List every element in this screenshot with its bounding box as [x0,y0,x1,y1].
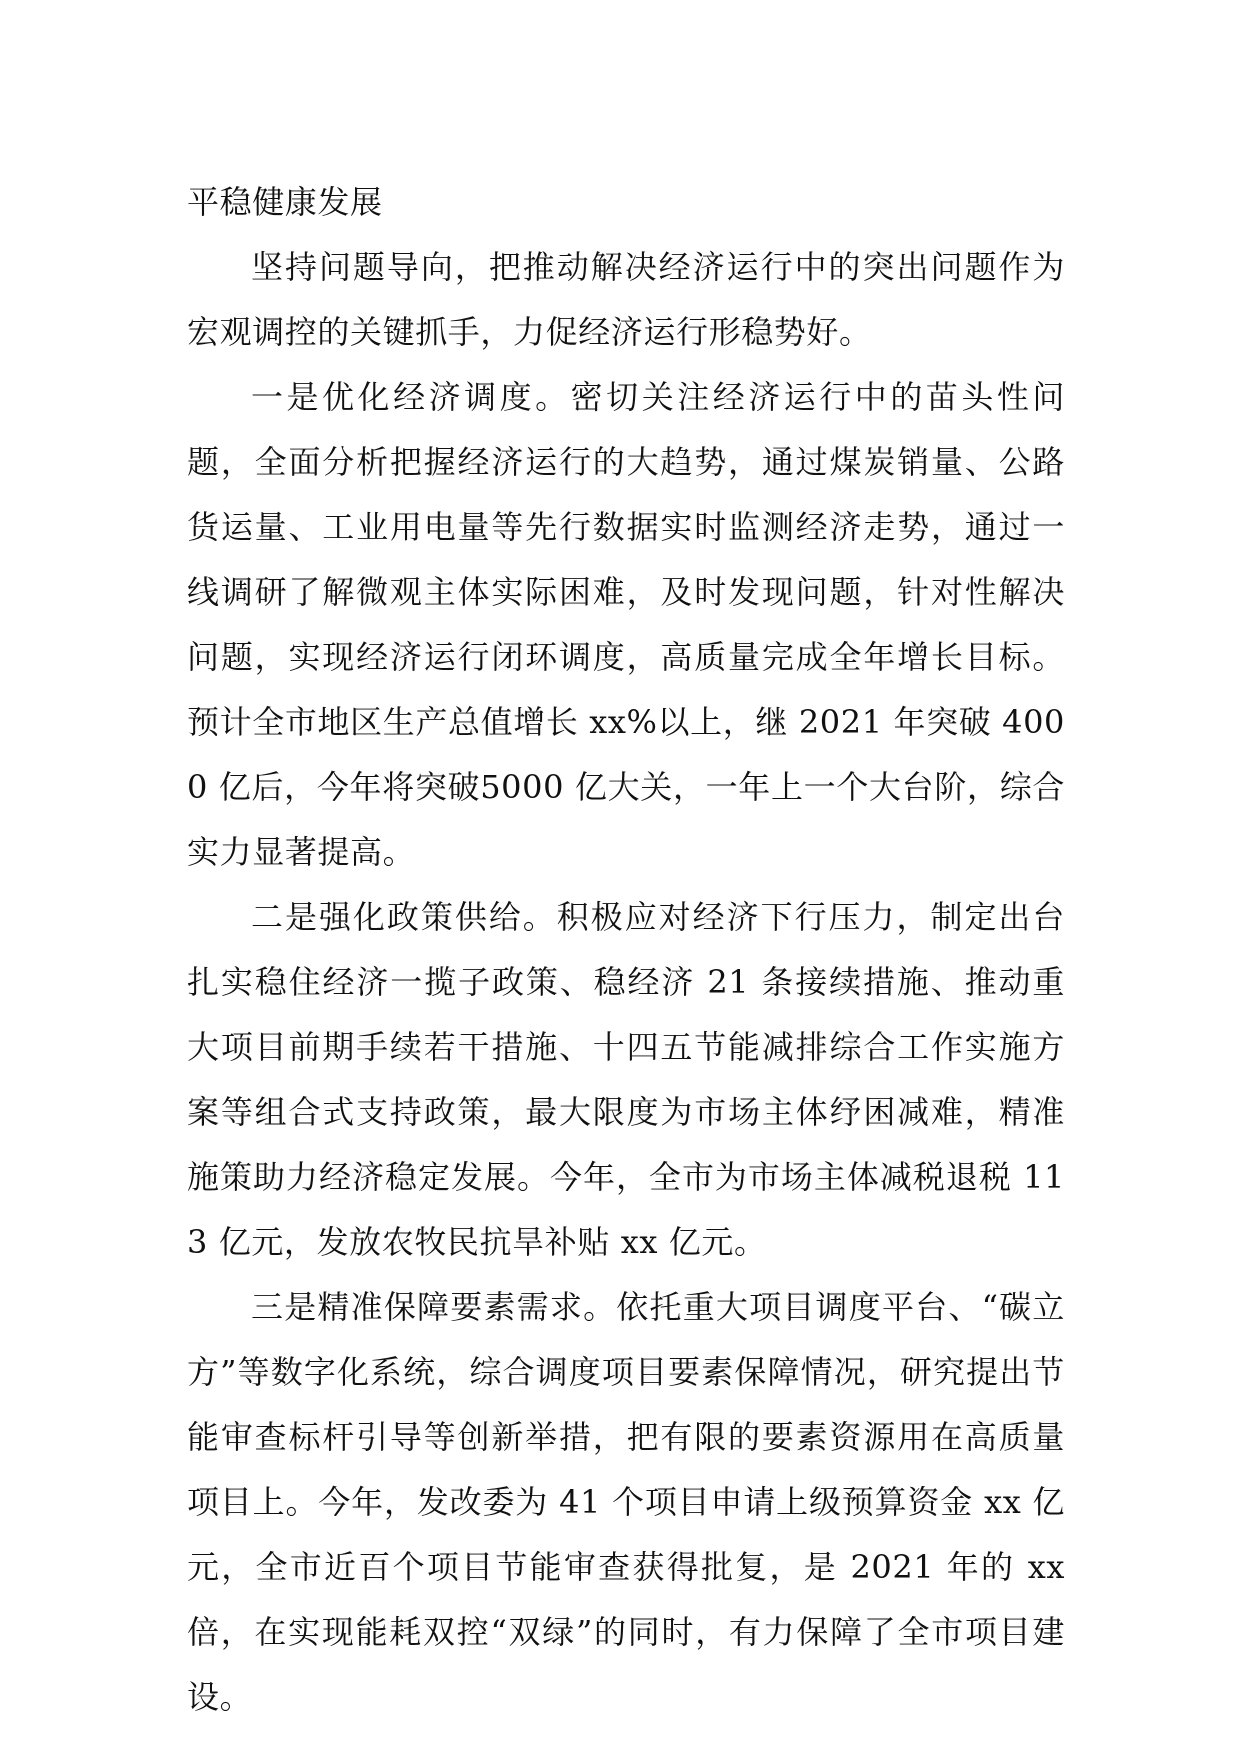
paragraph-intro: 坚持问题导向，把推动解决经济运行中的突出问题作为宏观调控的关键抓手，力促经济运行形稳势好。 [187,248,1065,351]
paragraph-economic-dispatch: 一是优化经济调度。密切关注经济运行中的苗头性问题，全面分析把握经济运行的大趋势，通过煤炭销量、公路货运量、工业用电量等先行数据实时监测经济走势，通过一线调研了解微观主体实际困难，及时发现问题，针对性解决问题，实现经济运行闭环调度，高质量完成全年增长目标。预计全市地区生产总值增长 xx%以上，继 2021 年突破 4000 亿后，今年将突破5000 亿大关，一年上一个大台阶，综合实力显著提高。 [187,378,1065,871]
paragraph-heading-continuation: 平稳健康发展 [187,183,383,221]
body-text [187,170,1065,1730]
paragraph-policy-supply: 二是强化政策供给。积极应对经济下行压力，制定出台扎实稳住经济一揽子政策、稳经济 21 条接续措施、推动重大项目前期手续若干措施、十四五节能减排综合工作实施方案等组合式支持政策，最大限度为市场主体纾困减难，精准施策助力经济稳定发展。今年，全市为市场主体减税退税 113 亿元，发放农牧民抗旱补贴 xx 亿元。 [187,898,1065,1261]
paragraph-factor-guarantee: 三是精准保障要素需求。依托重大项目调度平台、“碳立方”等数字化系统，综合调度项目要素保障情况，研究提出节能审查标杆引导等创新举措，把有限的要素资源用在高质量项目上。今年，发改委为 41 个项目申请上级预算资金 xx 亿元，全市近百个项目节能审查获得批复，是 2021 年的 xx 倍，在实现能耗双控“双绿”的同时，有力保障了全市项目建设。 [187,1288,1065,1716]
